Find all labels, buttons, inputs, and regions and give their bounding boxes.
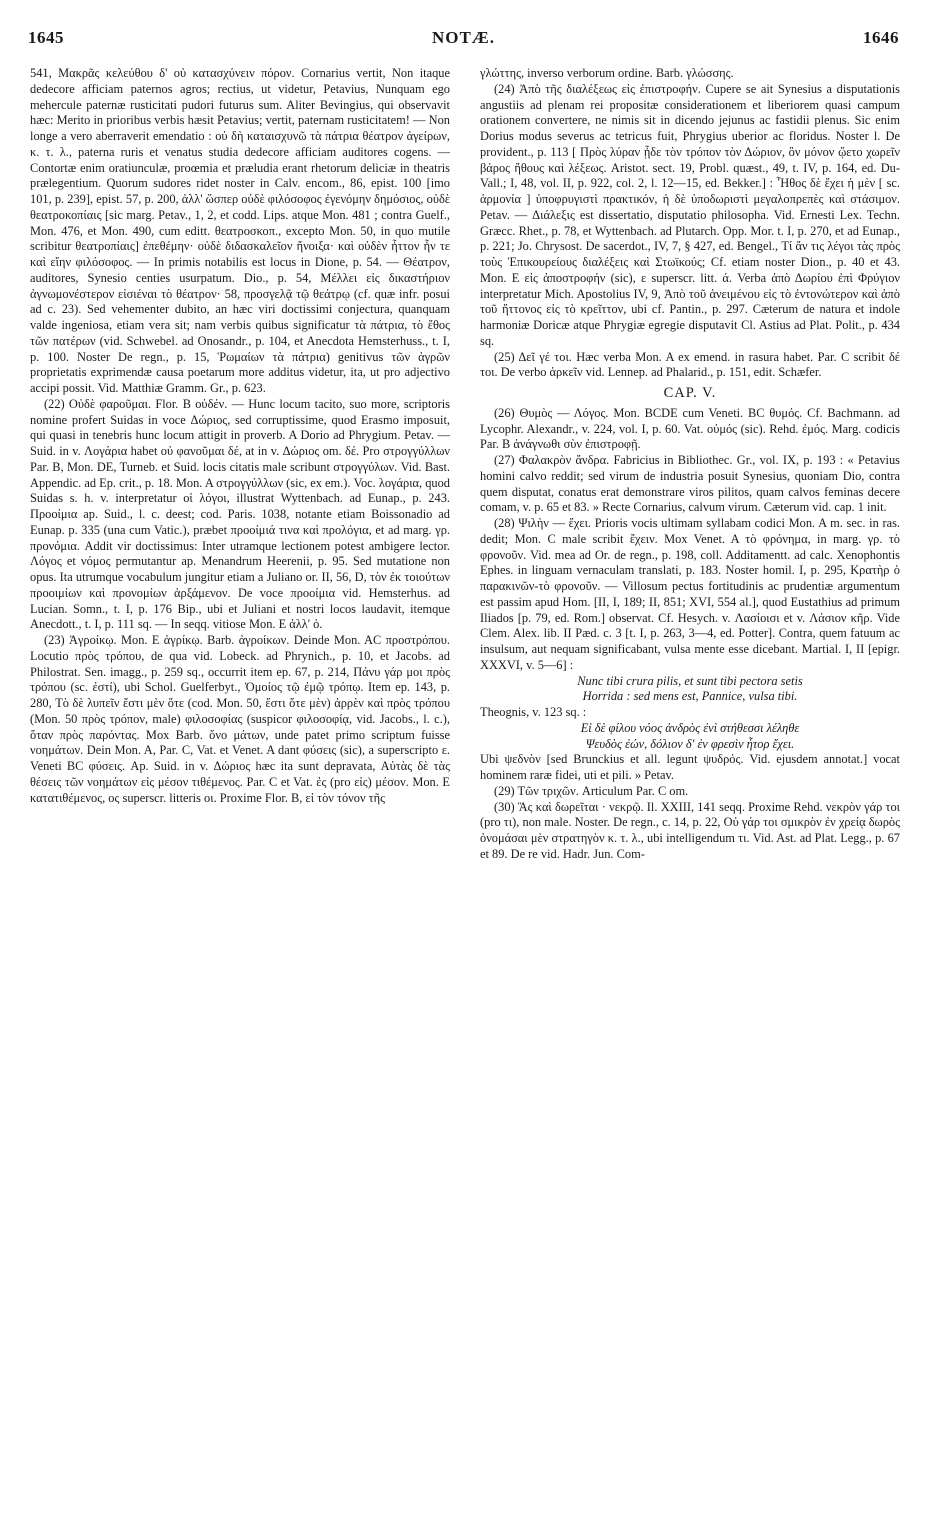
running-header [28,18,899,48]
note-30: (30) Ἃς καὶ δωρεῖται · νεκρῷ. Il. XXIII, 141 seqq. Proxime Rehd. νεκρὸν γάρ τοι (pro τι), non male. Noster. De regn., c. 14, p. 22, Οὐ γάρ τοι σμικρὸν ἐν χρείᾳ δωρὸς ὀνομάσαι μὲν στρατηγὸν κ. τ. λ., ubi intelligendum τι. Vid. Ast. ad Plat. Legg., p. 67 et 89. De re vid. Hadr. Jun. Com- [480,799,900,861]
note-28: (28) Ψιλὴν — ἔχει. Prioris vocis ultimam syllabam codici Mon. A m. sec. in ras. dedit; Mon. C male scribit ἔχειν. Mox Venet. A τὸ φρόνημα, in marg. γρ. τὸ φρονοῦν. Vid. mea ad Or. de regn., p. 198, coll. Additamentt. ad calc. Xenophontis Ephes. in linguam vernaculam translati, p. 183. Noster homil. I, p. 295, Κρατὴρ ὁ παρακινῶν-τὸ φρονοῦν. — Villosum pectus fortitudinis ac prudentiæ argumentum est passim apud Hom. [II, I, 189; II, 851; XVI, 554 al.], quod Eustathius ad primum Iliados [p. 79, ed. Rom.] observat. Cf. Hesych. v. Λασίοισι et v. Λάσιον κῆρ. Vide Clem. Alex. lib. II Pæd. c. 3 [t. I, p. 263, 3—4, ed. Potter]. Contra, quem fatuum ac insulsum, aut nequam significabant, vulsa mente esse dicebant. Martial. I, II [epigr. XXXVI, v. 5—6] : [480,516,900,672]
verse-latin-line-1: Nunc tibi crura pilis, et sunt tibi pectora setis [577,673,803,688]
left-column [30,66,450,806]
note-27: (27) Φαλακρὸν ἄνδρα. Fabricius in Bibliothec. Gr., vol. IX, p. 193 : « Petavius homini calvo reddit; sed virum de industria posuit Synesius, quoniam Dio, contra quem disputat, conatus erat demonstrare viros pilitos, quam calvos feminas decere comam, v. p. 65 et 83. » Recte Cornarius, calvum virum. Cæterum vid. cap. 1 init. [480,453,900,515]
note-24: (24) Ἀπὸ τῆς διαλέξεως εἰς ἐπιστροφήν. Cupere se ait Synesius a disputationis angustiis ad plenam rei propositæ considerationem et liberiorem quasi campum orationem convertere, ne nimis sit in dicendo jejunus ac fastidii plenus. Sic enim Dorius modus severus ac tetricus fuit, Phrygius uberior ac floridus. Noster l. De provident., p. 113 [ Πρὸς λύραν ᾖδε τὸν τρόπον τὸν Δώριον, ὃν μόνον ᾤετο χωρεῖν βάρος ἤθους καὶ λέξεως. Aristot. sect. 19, Probl. quæst., 49, t. IV, p. 164, ed. Du-Vall.; I, 48, vol. II, p. 922, col. 2, l. 12—15, ed. Bekker.] : Ἦθος δὲ ἔχει ἡ μὲν [ sc. ἁρμονία ] ὑποφρυγιστὶ πρακτικόν, ἡ δὲ ὑποδωριστὶ μεγαλοπρεπὲς καὶ στάσιμον. Petav. — Διάλεξις est dissertatio, disputatio philosopha. Vid. Ernesti Lex. Techn. Græcc. Rhet., p. 78, et Wyttenbach. ad Plutarch. Opp. Mor. t. I, p. 270, et ad Eunap., p. 221; Jo. Chrysost. De sacerdot., IV, 7, § 427, ed. Bengel., Τί ἄν τις λέγοι τὰς πρὸς τοὺς Ἐπικουρείους διαλέξεις καὶ Στωϊκούς; Cf. etiam noster Dion., p. 40 et 43. Mon. E εἰς ἀποστροφήν (sic), ε superscr. litt. ά. Verba ἀπὸ Δωρίου ἐπὶ Φρύγιον interpretatur Mich. Apostolius IV, 9, Ἀπὸ τοῦ ἀνειμένου εἰς τὸ ἐντονώτερον καὶ ἀπὸ τοῦ ἥττονος εἰς τὸ κρεῖττον, ubi cf. Pantin., p. 297. Cæterum de natura et indole harmoniæ Doricæ atque Phrygiæ egregie disputavit Cl. Astius ad Plat. Polit., p. 434 sq. [480,81,900,348]
note-22: (22) Οὐδὲ φαροῦμαι. Flor. B οὐδέν. — Hunc locum tacito, suo more, scriptoris nomine profert Suidas in voce Δώριος, sed corruptissime, quod Erasmo imposuit, qui quasi in tenebris hunc locum attigit in proverb. A Dorio ad Phrygium. Petav. — Suid. in v. Λογάρια habet οὐ φανοῦμαι δέ, at in v. Δώριος om. δέ. Pro στρογγύλλων Par. B, Mon. DE, Turneb. et Suid. locis citatis male scribunt στρογγύλων. Vid. Bast. Appendic. ad Ep. crit., p. 18. Mon. A στρογγύλλων (sic, ex em.). Voc. λογάρια, quod Suidas s. h. v. interpretatur οἱ λόγοι, illustrat Wyttenbach. ad Eunap., p. 243. Προοίμια ap. Suid., l. c. deest; cod. Paris. 1038, notante etiam Boissonadio ad Eunap. p. 335 (una cum Vatic.), præbet προοίμιά τινα καὶ προλόγια, et ad marg. γρ. προνόμια. Addit vir doctissimus: Inter utramque lectionem potest ambigere lector. Λόγος et νόμος permutantur ap. Menandrum Heerenii, p. 95. Sed mutatione non opus. Ita utrumque vocabulum jungitur etiam a Juliano or. II, 56, D, τὸν ἐκ τοιούτων προοιμίων καὶ προνομίων ἀρξάμενον. De voce προοίμια vid. Hemsterhus. ad Lucian. Somn., t. I, p. 176 Bip., ubi et Juliani et nostri locos laudavit, itemque Anecdott., t. I, p. 111 sq. — In seqq. vitiose Mon. E ἀλλ' ὁ. [30,396,451,632]
chapter-heading: CAP. V. [663,385,717,401]
note-25: (25) Δεῖ γέ τοι. Hæc verba Mon. A ex emend. in rasura habet. Par. C scribit δέ τοι. De verbo ἀρκεῖν vid. Lennep. ad Phalarid., p. 151, edit. Schæfer. [480,349,900,380]
theognis-citation: Theognis, v. 123 sq. : [480,705,587,719]
note-26: (26) Θυμὸς — Λόγος. Mon. BCDE cum Veneti. BC θυμός. Cf. Bachmann. ad Lycophr. Alexandr., v. 224, vol. I, p. 60. Vat. οὐμός (sic). Rehd. ἐμός. Marg. codicis Par. B ἀνάγνωθι σὺν ἐπιστροφῇ. [480,405,900,452]
right-column [480,66,900,863]
verse-greek-line-2: Ψευδὸς ἐών, δόλιον δ' ἐν φρεσὶν ἦτορ ἔχει. [585,736,795,751]
note-28-end: Ubi ψεδνὸν [sed Brunckius et all. legunt ψυδρός. Vid. ejusdem annotat.] vocat hominem raræ fidei, uti et pili. » Petav. [480,752,900,782]
running-title: NOTÆ. [431,28,496,47]
note-21-continuation: 541, Μακρᾶς κελεύθου δ' οὐ κατασχύνειν πόρον. Cornarius vertit, Non itaque dedecore afficiam paternos agros; rectius, ut videtur, Petavius, Nunquam ego mehercule paternæ rusticitati pudori futurus sum. Aliter Bevingius, qui observavit hæc: Merito in prioribus verbis hæsit Petavius; vertit, paternam rusticitatem! — Non longe a vero aberraverit emendatio : οὐ δὴ καταισχυνῶ τὰ πάτρια θέατρον ἀγείρων, κ. τ. λ., paterna ruris et venatus studia dedecore afficiam auditores cogens. — Contortæ enim oratiunculæ, proœmia et præludia erant rhetorum deliciæ in theatris prælegentium. Quorum sudores ridet noster in Calv. encom., 86, epist. 100 [imo 101, p. 239], epist. 57, p. 200, ἀλλ' ὥσπερ οὐδὲ φιλόσοφος ἐγενόμην δημόσιος, οὐδὲ θεατροκοπίαις [sic marg. Petav., 1, 2, et codd. Lips. atque Mon. 481 ; contra Guelf., Mon. 476, et Mon. 490, cum editt. θεατροσκοπ., excepto Mon. 50, in quo mutile scribitur θεατροπίαις] ἐπεθέμην· οὐδὲ διδασκαλεῖον ἤνοιξα· καὶ οὐδὲν ἧττον ἦν τε καὶ εἴην φιλόσοφος. — In primis notabilis est locus in Dione, p. 54. — Θέατρον, auditores, Synesio centies usurpatum. Dio., p. 54, Μέλλει εἰς δικαστήριον ἀγνωμονέστερον εἰσιέναι τὸ θέατρον· 58, προσγελᾷ τῷ θεάτρῳ (cf. quæ infr. posui ad c. 23). Sed vehementer dubito, an hæc viri doctissimi conjectura, quanquam valde ingeniosa, etiam vera sit; nam verbis quibus significatur τὰ πάτρια, τὸ ἔθος τῶν πατέρων (vid. Schwebel. ad Onosandr., p. 104, et Anecdota Hemsterhuss., t. I, p. 100. Noster De regn., p. 15, Ῥωμαίων τὰ πάτρια) genitivus τῶν ἀγρῶν proprietatis exprimendæ causa poetarum more additus videtur, ita, ut pro adjectivo accipi possit. Vid. Matthiæ Gramm. Gr., p. 623. [30,66,450,395]
note-29: (29) Τῶν τριχῶν. Articulum Par. C om. [494,783,689,798]
verse-greek-line-1: Εἰ δὲ φίλου νόος ἀνδρὸς ἐνὶ στήθεσσι λέληθε [580,720,800,735]
note-23: (23) Ἀγροίκῳ. Mon. E ἀγρίκῳ. Barb. ἀγροίκων. Deinde Mon. AC προστρόπου. Locutio πρὸς τρόπου, de qua vid. Lobeck. ad Phrynich., p. 10, et Jacobs. ad Philostrat. Sen. imagg., p. 259 sq., occurrit item ep. 67, p. 214, Πάνυ γάρ μοι πρὸς τρόπου (sc. ἐστί), ubi Schol. Guelferbyt., Ὁμοίος τῷ ἐμῷ τρόπῳ. Item ep. 143, p. 280, Τὸ δὲ λυπεῖν ἔστι μὲν ὅτε (cod. Mon. 50, ἔστι ὅτε μὲν) ἀρρὲν καὶ πρὸς τρόπου (Mon. 50 πρὸς τρόπον, male) φιλοσοφίας (suspicor φιλοσοφίᾳ, vid. Jacobs., l. c.), ὅταν πρὸς παρόντας. Mox Barb. ὄνο μάτων, unde patet primo scriptum fuisse νοημάτων. Dein Mon. A, Par. C, Vat. et Venet. A dant φύσεις (sic), a superscripto ε. Veneti BC φύσεις. Ap. Suid. in v. Δώριος hæc ita sunt depravata, Αὐτὰς δὲ τὰς θέσεις τῶν νοημάτων εἰς μέσον τιθέμενος. Par. C et Vat. ἐς (pro εἰς) μέσον. Mon. E κατατιθέμενος, ος superscr. litteris οι. Proxime Flor. B, εἰ τὸν τόνον τῆς [30,633,450,805]
page-number-left: 1645 [28,28,64,47]
note-23-continuation: γλώττης, inverso verborum ordine. Barb. γλώσσης. [480,66,734,80]
verse-latin-line-2: Horrida : sed mens est, Pannice, vulsa tibi. [582,689,798,704]
page-number-right: 1646 [863,28,899,47]
